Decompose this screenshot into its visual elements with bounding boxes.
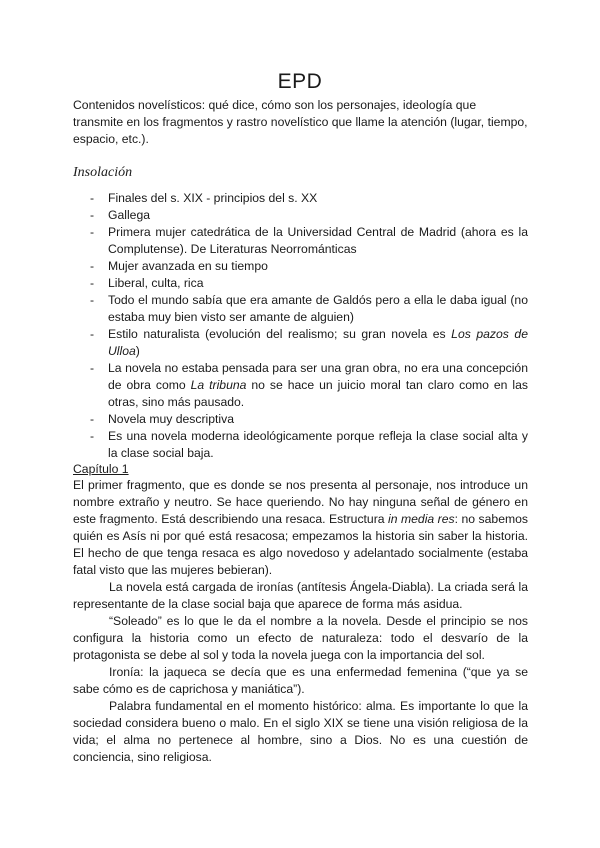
section-heading: Insolación: [73, 165, 133, 180]
list-item: - Todo el mundo sabía que era amante de Galdós pero a ella le daba igual (no estaba muy bien visto ser amante de alguien): [90, 293, 528, 324]
chapter-heading: Capítulo 1: [73, 462, 129, 476]
list-item: - Primera mujer catedrática de la Universidad Central de Madrid (ahora es la Complutense). De Literaturas Neorrománticas: [90, 225, 528, 256]
paragraph: “Soleado” es lo que le da el nombre a la novela. Desde el principio se nos configura la historia como un efecto de naturaleza: todo el desvarío de la protagonista se debe al sol y toda la novela juega con la importancia del sol.: [73, 614, 528, 662]
list-item: - Estilo naturalista (evolución del realismo; su gran novela es Los pazos de Ulloa): [90, 327, 528, 358]
bullet-dash: -: [90, 225, 95, 239]
latin-phrase-italic: in media res: [388, 512, 455, 526]
chapter-body: [73, 477, 528, 766]
paragraph: Palabra fundamental en el momento histórico: alma. Es importante lo que la sociedad considera bueno o malo. En el siglo XIX se tiene una visión religiosa de la vida; el alma no pertenece al hombre, sino a Dios. No es una cuestión de conciencia, sino religiosa.: [73, 699, 528, 764]
bullet-dash: -: [90, 208, 95, 222]
list-item: - Liberal, culta, rica: [90, 276, 204, 290]
paragraph: El primer fragmento, que es donde se nos presenta al personaje, nos introduce un nombre extraño y neutro. Se hace queriendo. No hay ninguna señal de género en este fragmento. Está describiendo una resaca. Estructura in media res: no sabemos quién es Asís ni por qué está resacosa; empezamos la historia sin saber la historia. El hecho de que tenga resaca es algo novedoso y adelantado socialmente (estaba fatal visto que las mujeres bebieran).: [73, 478, 528, 577]
bullet-list: [73, 190, 528, 462]
bullet-dash: -: [90, 361, 95, 375]
bullet-dash: -: [90, 429, 95, 443]
bullet-dash: -: [90, 259, 95, 273]
list-item: - Mujer avanzada en su tiempo: [90, 259, 268, 273]
book-title-italic: Los pazos de Ulloa: [108, 327, 528, 358]
intro-paragraph: Contenidos novelísticos: qué dice, cómo son los personajes, ideología que transmite en los fragmentos y rastro novelístico que llame la atención (lugar, tiempo, espacio, etc.).: [73, 98, 528, 146]
list-item: - La novela no estaba pensada para ser una gran obra, no era una concepción de obra como La tribuna no se hace un juicio moral tan claro como en las otras, sino más pausado.: [90, 361, 528, 409]
list-item: - Gallega: [90, 208, 151, 222]
list-item: - Es una novela moderna ideológicamente porque refleja la clase social alta y la clase social baja.: [90, 429, 528, 460]
bullet-dash: -: [90, 412, 95, 426]
bullet-dash: -: [90, 327, 95, 341]
list-item: - Novela muy descriptiva: [90, 412, 234, 426]
list-item: - Finales del s. XIX - principios del s. XX: [90, 191, 318, 205]
page-title: EPD: [277, 70, 323, 93]
bullet-dash: -: [90, 276, 95, 290]
bullet-dash: -: [90, 293, 95, 307]
paragraph: Ironía: la jaqueca se decía que es una enfermedad femenina (“que ya se sabe cómo es de caprichosa y maniática”).: [73, 665, 528, 696]
book-title-italic: La tribuna: [190, 378, 247, 392]
bullet-dash: -: [90, 191, 95, 205]
paragraph: La novela está cargada de ironías (antítesis Ángela-Diabla). La criada será la representante de la clase social baja que aparece de forma más asidua.: [73, 580, 528, 611]
